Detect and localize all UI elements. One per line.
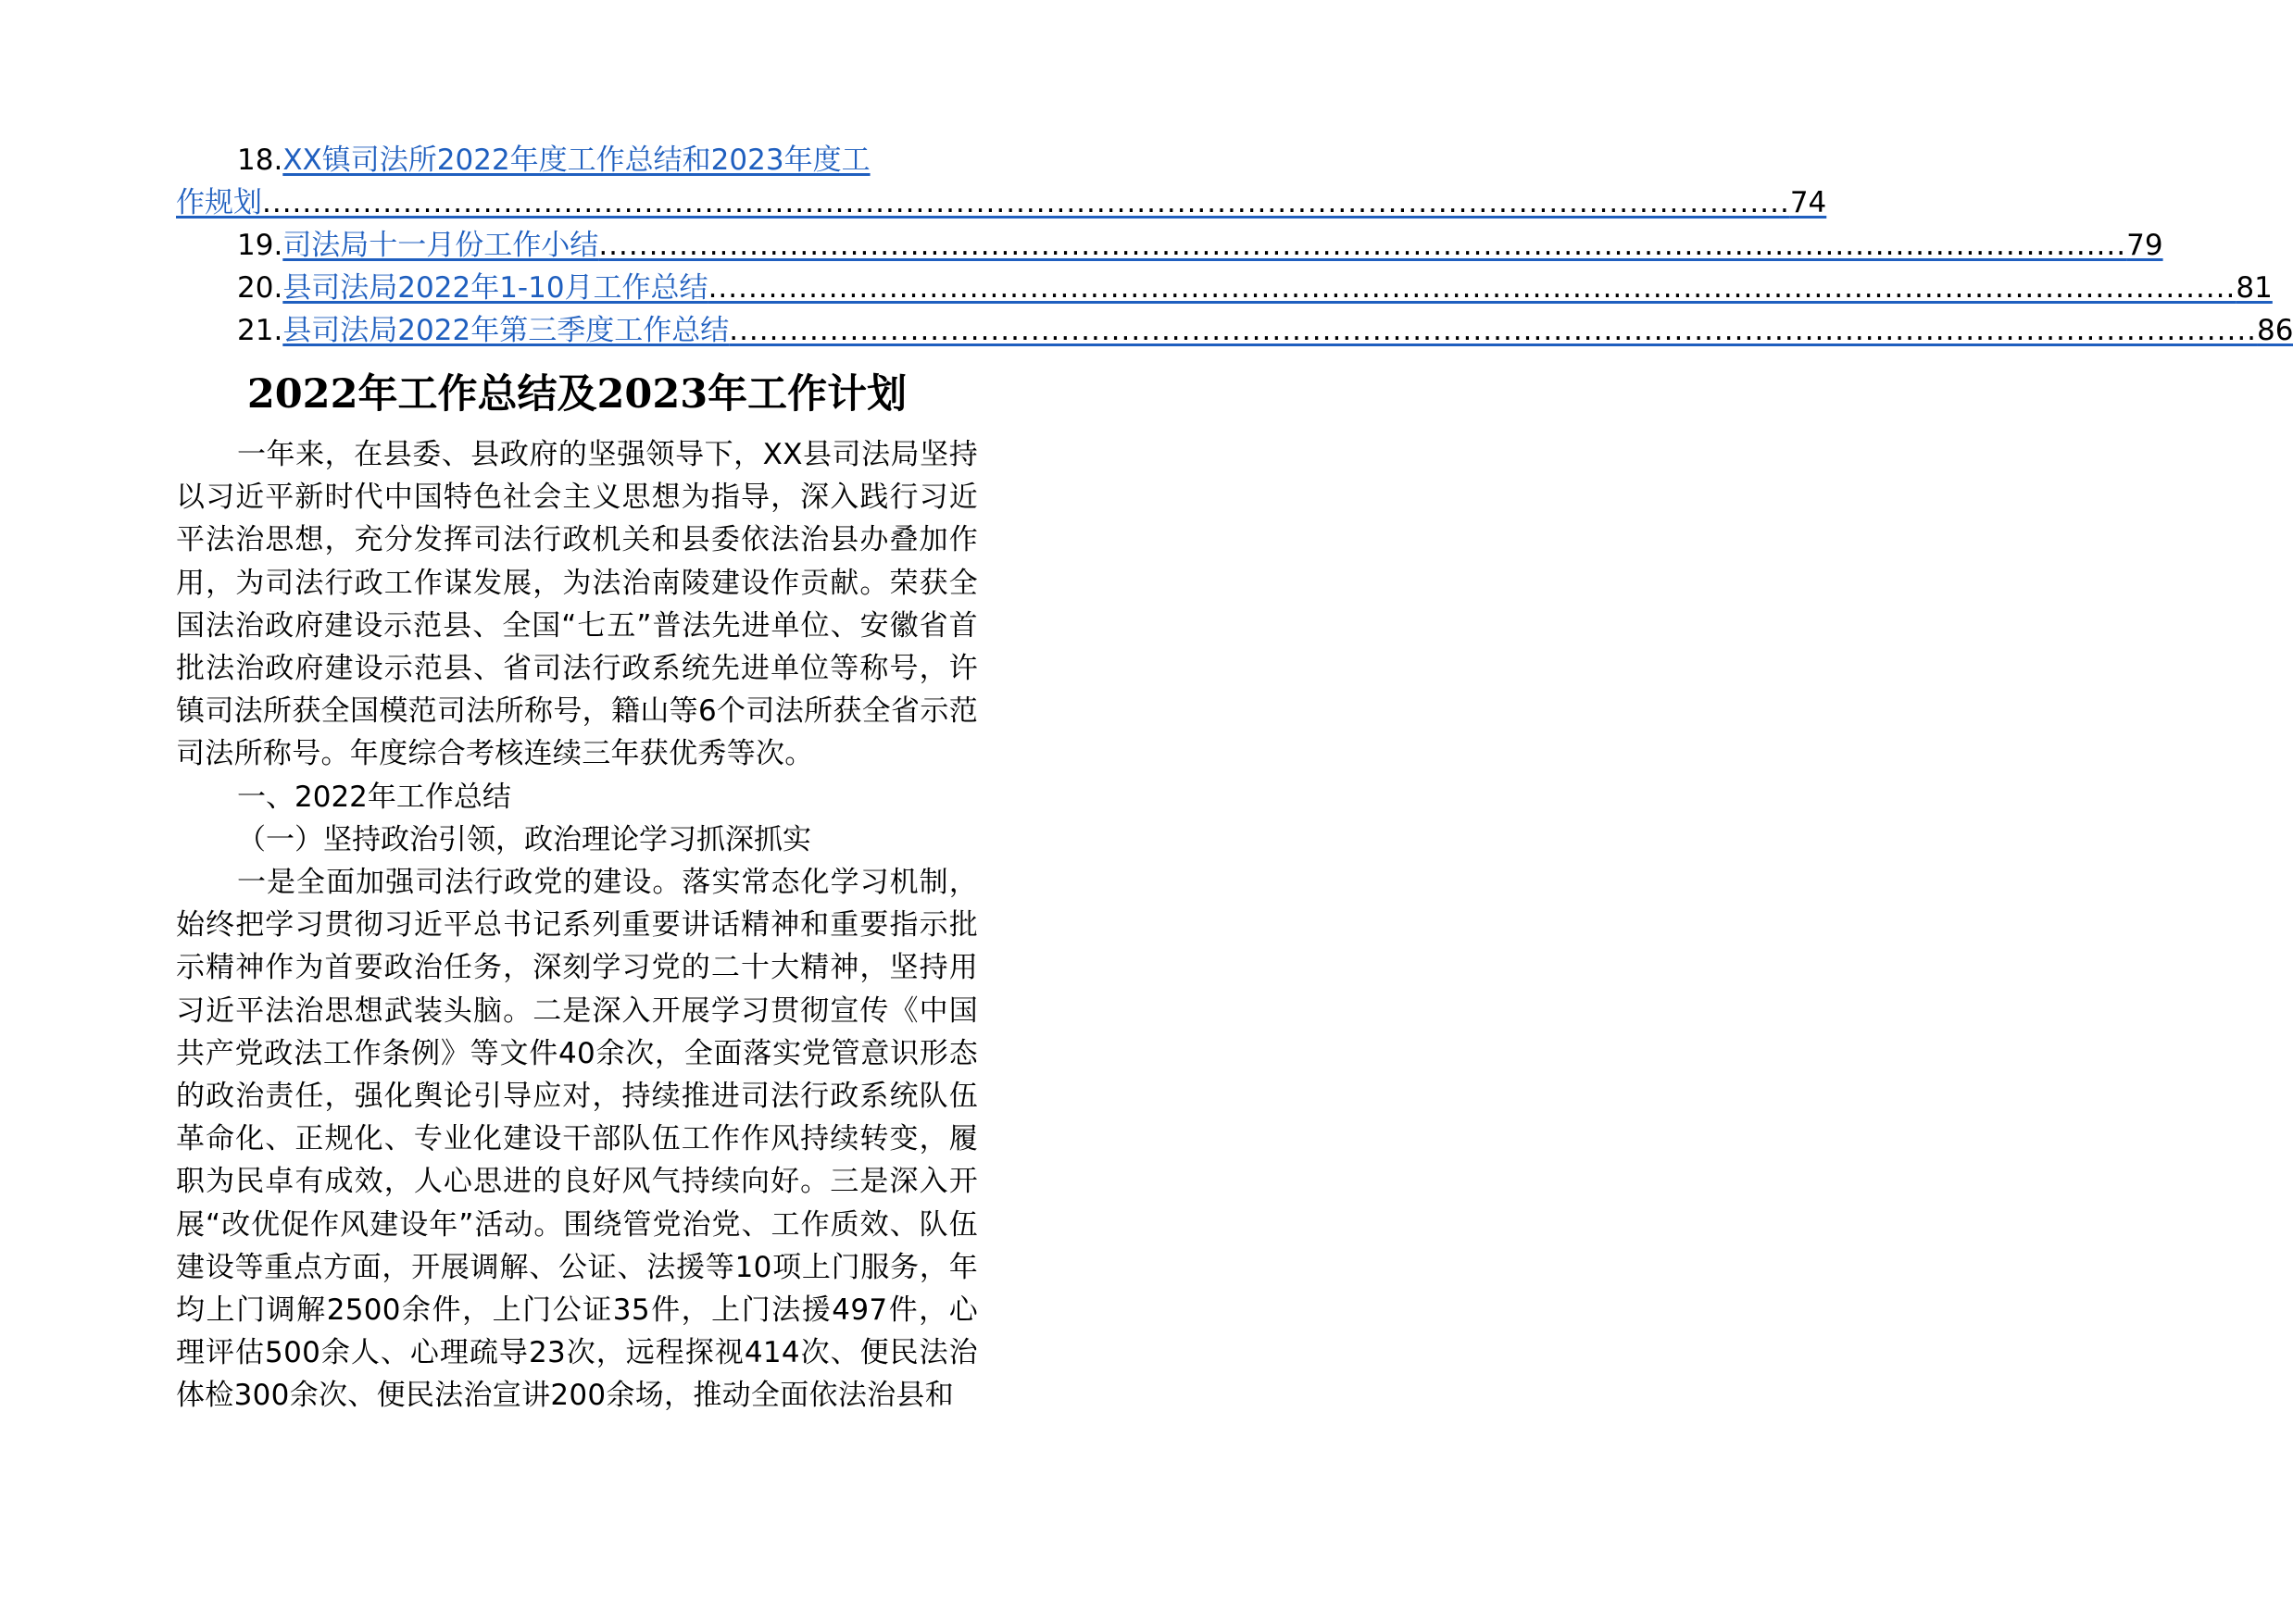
toc-entry-19[interactable] (176, 224, 2163, 267)
toc-entry-21[interactable] (176, 309, 2293, 352)
table-of-contents (176, 139, 2293, 352)
toc-entry-19-line (176, 224, 2163, 267)
toc-leader-dots: ........................................................................................................................................................ (262, 186, 1790, 219)
subsection-heading: （一）坚持政治引领，政治理论学习抓深抓实 (237, 822, 811, 856)
toc-page-number[interactable]: 79 (2126, 229, 2163, 262)
toc-entry-number: 21. (237, 314, 283, 347)
toc-entry-title[interactable]: 司法局十一月份工作小结 (282, 229, 599, 262)
toc-entry-18-line1 (176, 139, 978, 181)
toc-entry-title[interactable]: 县司法局2022年第三季度工作总结 (282, 314, 730, 347)
toc-page-number[interactable]: 86 (2257, 314, 2293, 347)
toc-entry-title[interactable]: XX镇司法所2022年度工作总结和2023年度工 (282, 144, 871, 177)
toc-entry-title[interactable]: 县司法局2022年1-10月工作总结 (282, 271, 708, 305)
toc-leader-dots: ........................................................................................................................................................ (598, 229, 2127, 262)
toc-entry-20[interactable] (176, 267, 2273, 309)
page-content (176, 139, 2293, 1418)
toc-entry-number: 19. (237, 229, 283, 262)
toc-entry-20-line (176, 267, 2273, 309)
toc-entry-21-line (176, 309, 2293, 352)
toc-page-number[interactable]: 81 (2236, 271, 2273, 305)
toc-entry-number: 18. (237, 144, 283, 177)
body-paragraph: 一是全面加强司法行政党的建设。落实常态化学习机制，始终把学习贯彻习近平总书记系列重要讲话精神和重要指示批示精神作为首要政治任务，深刻学习党的二十大精神，坚持用习近平法治思想武装头脑。二是深入开展学习贯彻宣传《中国共产党政法工作条例》等文件40余次，全面落实党管意识形态的政治责任，强化舆论引导应对，持续推进司法行政系统队伍革命化、正规化、专业化建设干部队伍工作作风持续转变，履职为民卓有成效，人心思进的良好风气持续向好。三是深入开展“改优促作风建设年”活动。围绕管党治党、工作质效、队伍建设等重点方面，开展调解、公证、法援等10项上门服务，年均上门调解2500余件，上门公证35件，上门法援497件，心理评估500余人、心理疏导23次，远程探视414次、便民法治体检300余次、便民法治宣讲200余场，推动全面依法治县和 (176, 866, 978, 1413)
toc-entry-18-line2 (176, 181, 1827, 224)
toc-leader-dots: ........................................................................................................................................................ (708, 271, 2237, 305)
toc-page-number[interactable]: 74 (1789, 186, 1827, 219)
toc-entry-18[interactable] (176, 139, 1827, 224)
intro-paragraph: 一年来，在县委、县政府的坚强领导下，XX县司法局坚持以习近平新时代中国特色社会主义思想为指导，深入践行习近平法治思想，充分发挥司法行政机关和县委依法治县办叠加作用，为司法行政工作谋发展，为法治南陵建设作贡献。荣获全国法治政府建设示范县、全国“七五”普法先进单位、安徽省首批法治政府建设示范县、省司法行政系统先进单位等称号，许镇司法所获全国模范司法所称号，籍山等6个司法所获全省示范司法所称号。年度综合考核连续三年获优秀等次。 (176, 438, 978, 771)
toc-leader-dots: ........................................................................................................................................................ (729, 314, 2258, 347)
toc-entry-number: 20. (237, 271, 283, 305)
section-heading: 一、2022年工作总结 (237, 780, 511, 814)
toc-entry-title-continued[interactable]: 作规划 (176, 186, 262, 219)
document-title: 2022年工作总结及2023年工作计划 (246, 371, 908, 418)
